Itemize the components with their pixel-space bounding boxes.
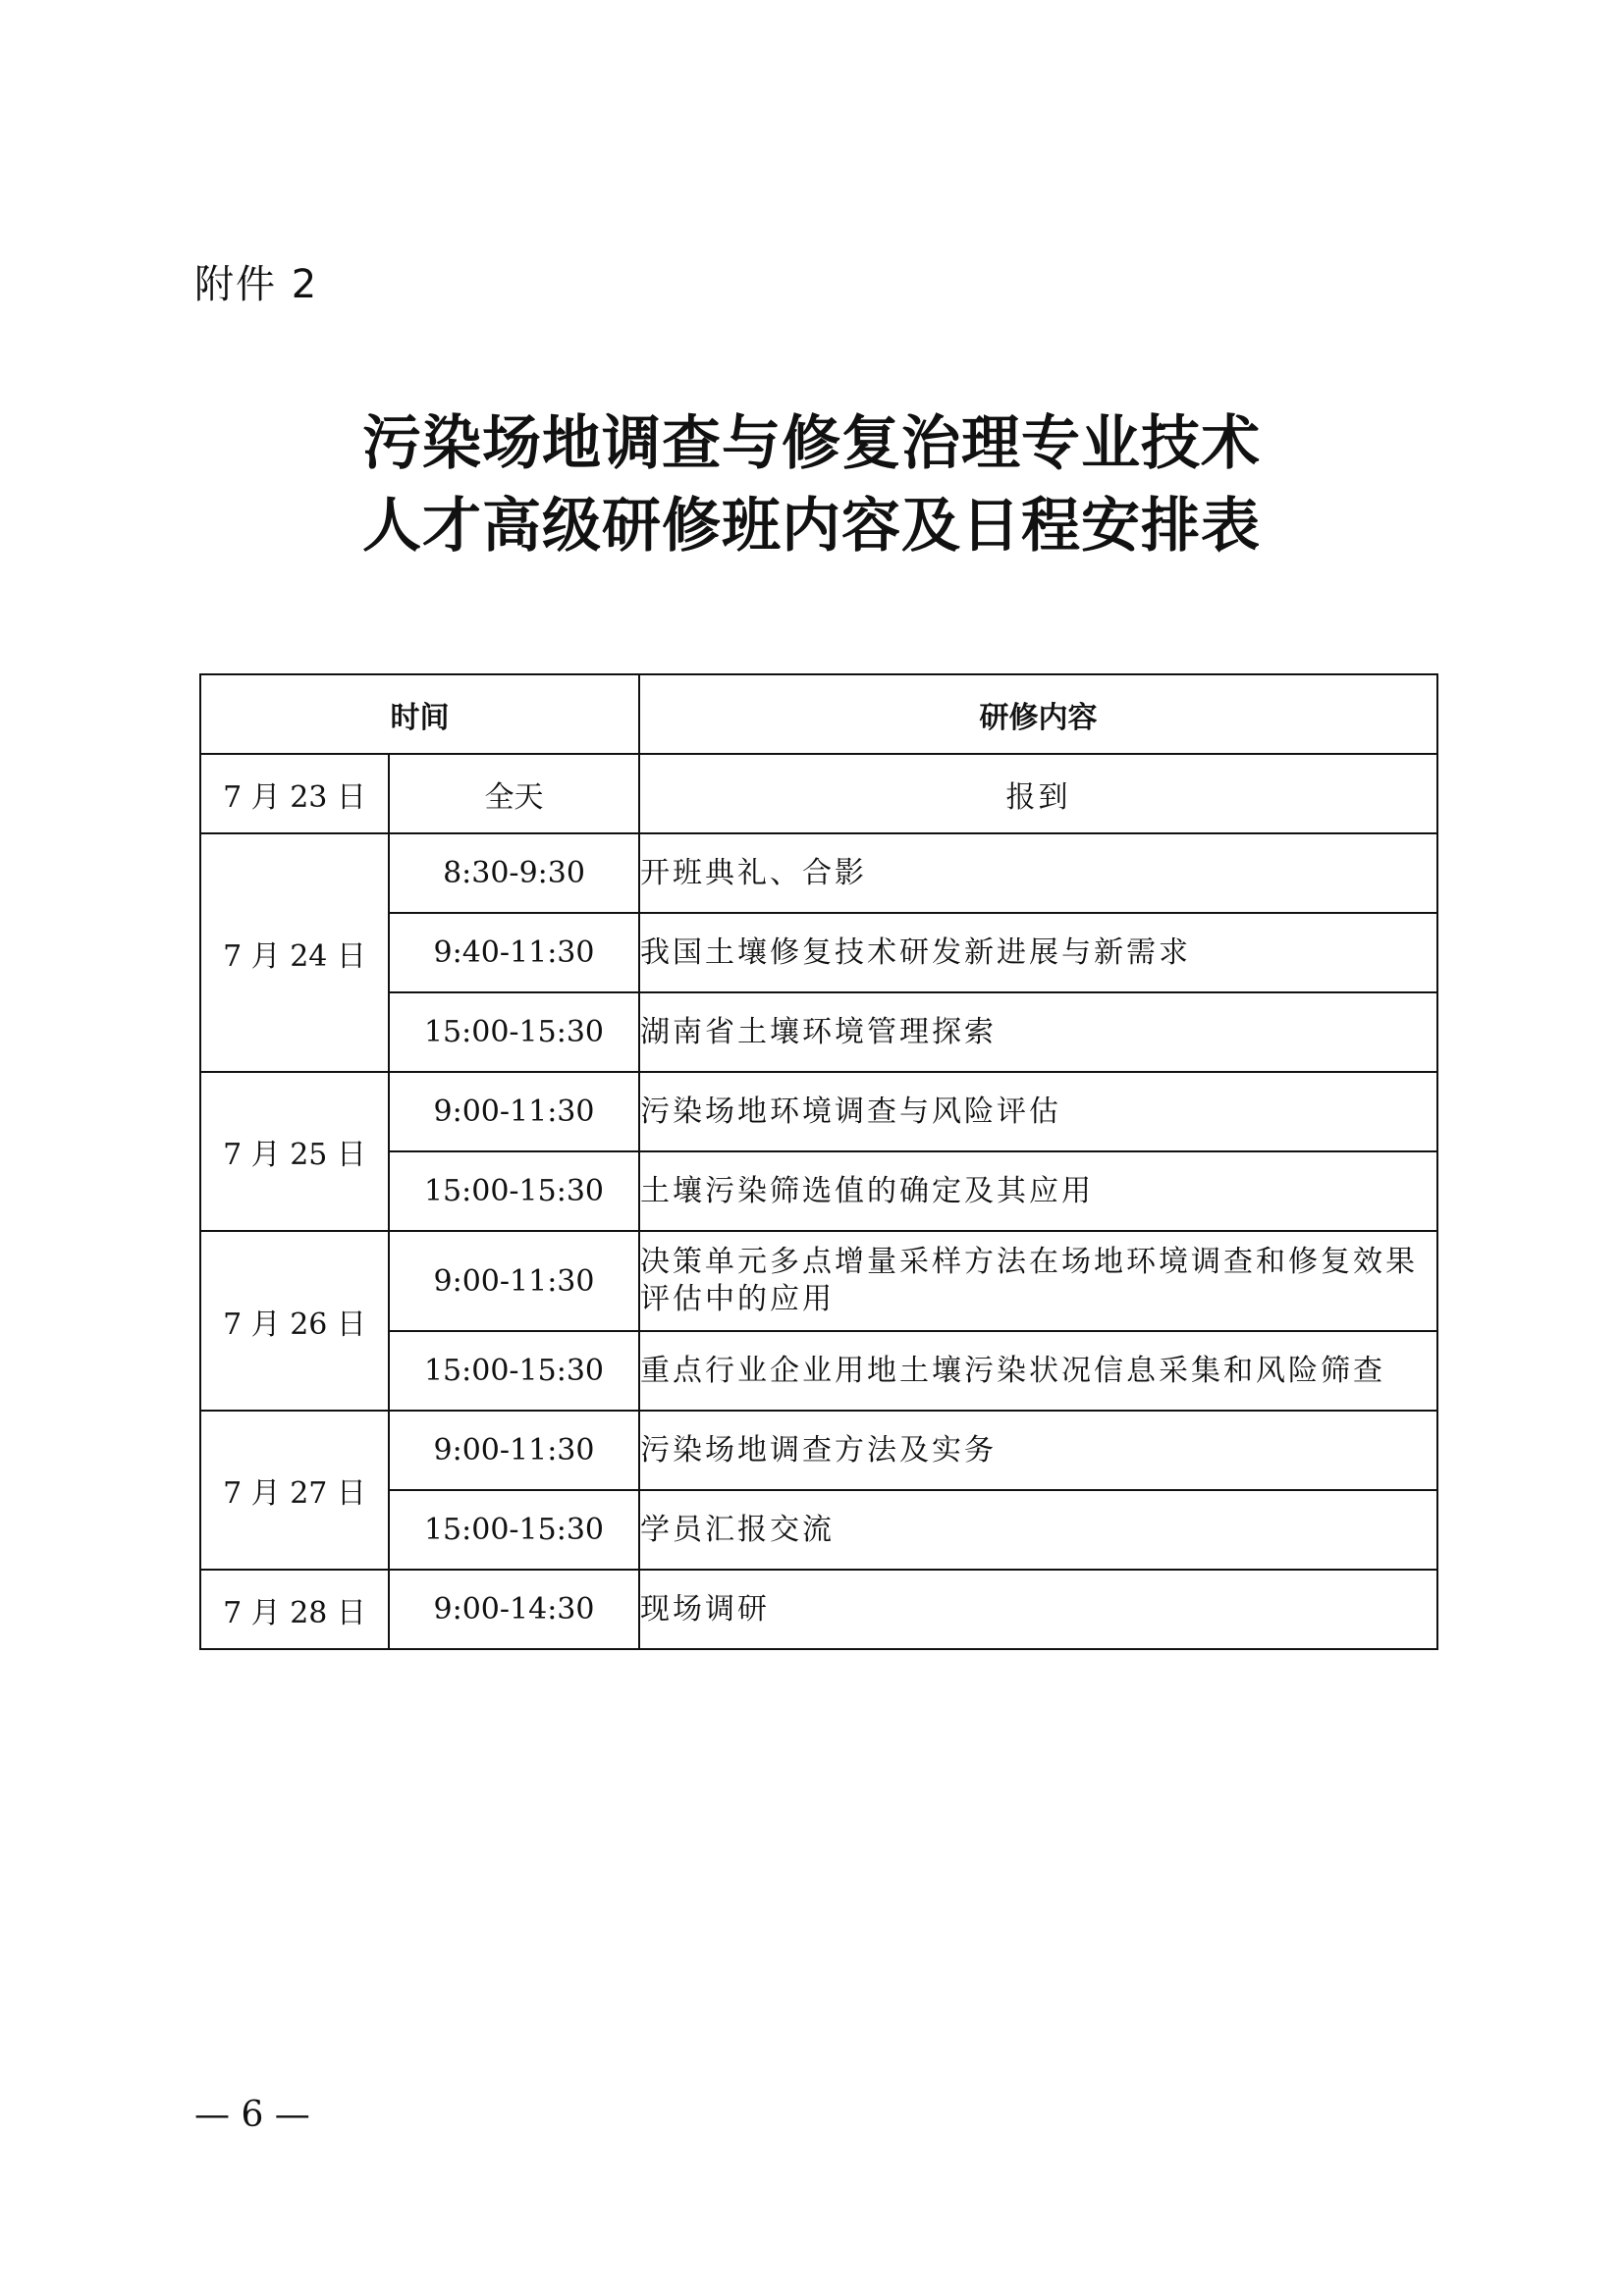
time-cell: 9:40-11:30	[389, 913, 639, 992]
topic-cell: 报到	[639, 754, 1437, 833]
time-cell: 9:00-11:30	[389, 1411, 639, 1490]
document-title	[0, 402, 1623, 567]
time-cell: 9:00-11:30	[389, 1231, 639, 1331]
topic-cell: 现场调研	[639, 1570, 1437, 1649]
header-content: 研修内容	[639, 674, 1437, 754]
date-cell: 7 月 25 日	[200, 1072, 389, 1231]
time-cell: 9:00-11:30	[389, 1072, 639, 1151]
header-time: 时间	[200, 674, 639, 754]
date-cell: 7 月 23 日	[200, 754, 389, 833]
time-cell: 全天	[389, 754, 639, 833]
title-line-2: 人才高级研修班内容及日程安排表	[362, 492, 1261, 561]
title-line-1: 污染场地调查与修复治理专业技术	[362, 409, 1261, 478]
topic-cell: 污染场地调查方法及实务	[639, 1411, 1437, 1490]
date-cell: 7 月 24 日	[200, 833, 389, 1072]
topic-cell: 重点行业企业用地土壤污染状况信息采集和风险筛查	[639, 1331, 1437, 1411]
page-number: — 6 —	[194, 2095, 310, 2135]
attachment-label: 附件 2	[194, 262, 319, 307]
topic-cell: 土壤污染筛选值的确定及其应用	[639, 1151, 1437, 1231]
table-row	[200, 1570, 1437, 1649]
time-cell: 15:00-15:30	[389, 1151, 639, 1231]
topic-cell: 学员汇报交流	[639, 1490, 1437, 1570]
time-cell: 15:00-15:30	[389, 1490, 639, 1570]
topic-cell: 湖南省土壤环境管理探索	[639, 992, 1437, 1072]
time-cell: 9:00-14:30	[389, 1570, 639, 1649]
table-row	[200, 833, 1437, 913]
table-row	[200, 754, 1437, 833]
table-row	[200, 1072, 1437, 1151]
date-cell: 7 月 26 日	[200, 1231, 389, 1411]
time-cell: 15:00-15:30	[389, 1331, 639, 1411]
table-header-row	[200, 674, 1437, 754]
table-row	[200, 1231, 1437, 1331]
topic-cell: 开班典礼、合影	[639, 833, 1437, 913]
topic-cell: 我国土壤修复技术研发新进展与新需求	[639, 913, 1437, 992]
date-cell: 7 月 28 日	[200, 1570, 389, 1649]
time-cell: 15:00-15:30	[389, 992, 639, 1072]
date-cell: 7 月 27 日	[200, 1411, 389, 1570]
time-cell: 8:30-9:30	[389, 833, 639, 913]
topic-cell: 污染场地环境调查与风险评估	[639, 1072, 1437, 1151]
schedule-table	[199, 673, 1438, 1650]
topic-cell: 决策单元多点增量采样方法在场地环境调查和修复效果评估中的应用	[639, 1231, 1437, 1331]
table-row	[200, 1411, 1437, 1490]
